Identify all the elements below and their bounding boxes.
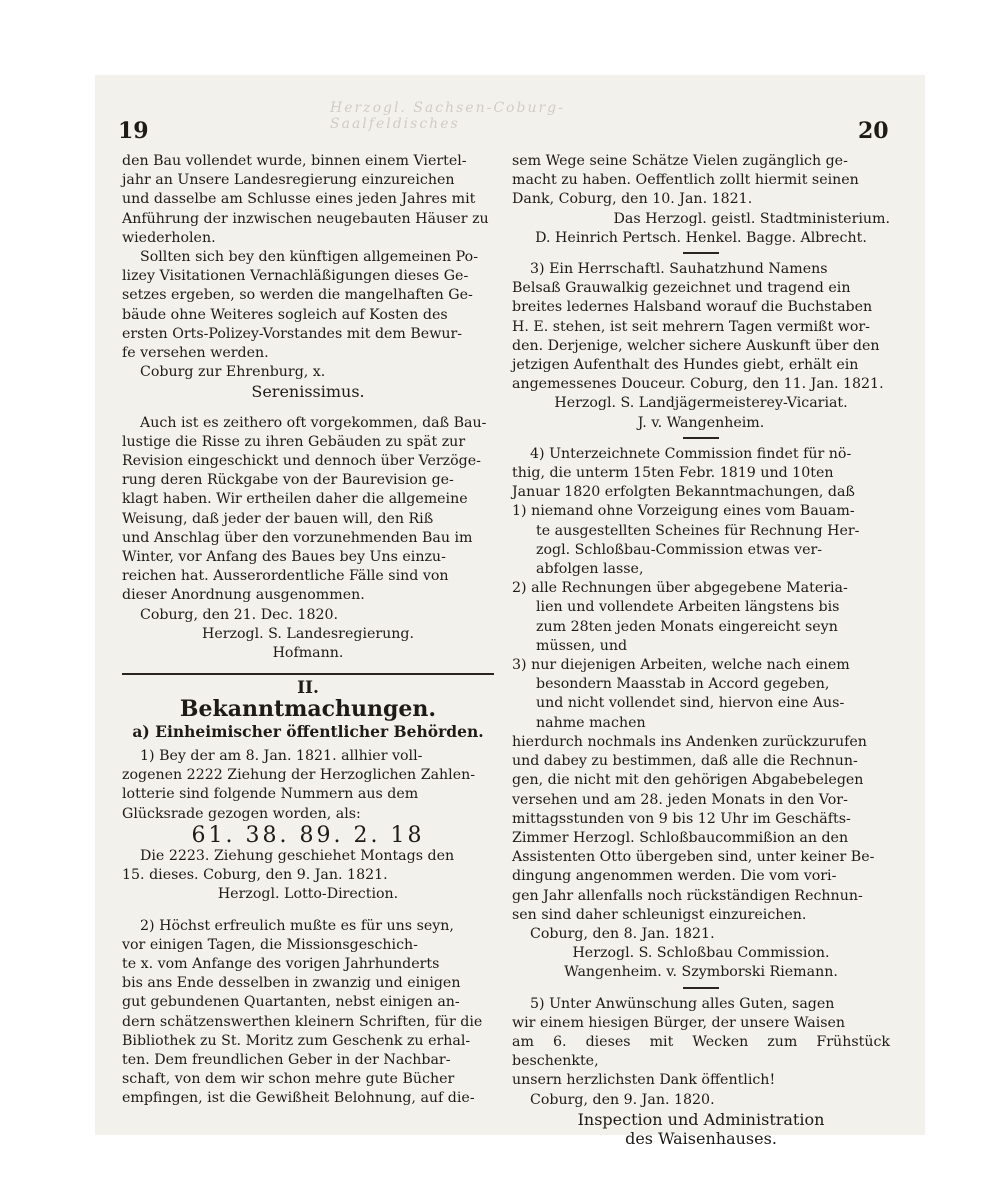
text-line: Januar 1820 erfolgten Bekanntmachungen, daß [512,484,855,501]
text-line: hierdurch nochmals ins Andenken zurückzurufen [512,733,867,750]
text-line: Assistenten Otto übergeben sind, unter keiner Be- [512,849,875,866]
page-number-right: 20 [858,118,889,144]
text-line: 3) nur diejenigen Arbeiten, welche nach einem [512,657,850,674]
text-line: und dabey zu bestimmen, daß alle die Rechnun- [512,753,858,770]
section-number: II. [297,678,319,699]
text-line: nahme machen [536,714,646,731]
list-item [512,579,890,656]
text-line: unsern herzlichsten Dank öffentlich! [512,1072,776,1089]
text-line: gen Jahr allenfalls noch rückständigen Rechnun- [512,887,863,904]
text-line: empfingen, ist die Gewißheit Belohnung, auf die- [122,1090,475,1107]
text-line: versehen und am 28. jeden Monats in den Vor- [512,791,848,808]
divider [683,437,719,439]
text-line: Glücksrade gezogen worden, als: [122,805,361,822]
text-line: 15. dieses. Coburg, den 9. Jan. 1821. [122,867,388,884]
paragraph [122,414,494,606]
signature: J. v. Wangenheim. [637,414,765,431]
text-line: te ausgestellten Scheines für Rechnung Her- [536,522,860,539]
text-line: dingung angenommen werden. Die vom vori- [512,868,837,885]
text-line: besondern Maasstab in Accord gegeben, [536,676,830,693]
paragraph [512,733,890,925]
text-line: und Anschlag über den vorzunehmenden Bau im [122,529,473,546]
section-subheading: a) Einheimischer öffentlicher Behörden. [132,721,484,741]
text-line: Anführung der inzwischen neugebauten Häuser zu [122,210,489,227]
text-line: müssen, und [536,637,628,654]
text-line: sem Wege seine Schätze Vielen zugänglich ge- [512,153,848,169]
list-item [512,502,890,579]
authority: Herzogl. S. Landjägermeisterey-Vicariat. [554,395,848,412]
text-line: bis ans Ende desselben in zwanzig und einigen [122,975,461,992]
show-through-text: Herzogl. Sachsen-Coburg-Saalfeldisches [330,100,565,132]
text-line: und dasselbe am Schlusse eines jeden Jahres mit [122,191,476,208]
text-line: zogenen 2222 Ziehung der Herzoglichen Zahlen- [122,767,476,784]
paragraph [512,445,890,503]
text-line: jetzigen Aufenthalt des Hundes giebt, erhält ein [512,357,859,374]
lottery-numbers: 61. 38. 89. 2. 18 [191,822,425,848]
text-line: wiederholen. [122,229,216,246]
place-date: Coburg, den 9. Jan. 1820. [530,1091,715,1108]
right-column [512,152,890,1148]
text-line: breites ledernes Halsband worauf die Buchstaben [512,299,873,316]
text-line: und nicht vollendet sind, hiervon eine Aus- [536,695,845,712]
text-line: dern schätzenswerthen kleinern Schriften, für die [122,1013,483,1030]
page-number-left: 19 [118,118,149,144]
text-line: fe versehen werden. [122,345,269,362]
authority: Herzogl. Lotto-Direction. [217,886,399,903]
paragraph [122,747,494,824]
text-line: te x. vom Anfange des vorigen Jahrhunderts [122,955,440,972]
place-date: Coburg, den 8. Jan. 1821. [530,925,715,942]
text-line: Winter, vor Anfang des Baues bey Uns einzu- [122,549,446,566]
text-line: gen, die nicht mit den gehörigen Abgabebelegen [512,772,864,789]
text-line: Dank, Coburg, den 10. Jan. 1821. [512,191,753,208]
paragraph [122,248,494,363]
text-line: sen sind daher schleunigst einzureichen. [512,906,807,923]
text-line: dieser Anordnung ausgenommen. [122,587,365,604]
text-line: 1) niemand ohne Vorzeigung eines vom Bauam- [512,503,855,520]
section-divider [122,673,494,675]
text-line: bäude ohne Weiteres sogleich auf Kosten des [122,306,448,323]
text-line: den Bau vollendet wurde, binnen einem Viertel- [122,153,467,169]
text-line: lotterie sind folgende Nummern aus dem [122,786,419,803]
divider [683,252,719,254]
authority: Herzogl. S. Landesregierung. [201,625,415,642]
text-line: 1) Bey der am 8. Jan. 1821. allhier voll- [140,747,423,764]
text-line: klagt haben. Wir ertheilen daher die allgemeine [122,491,468,508]
text-line: zum 28ten jeden Monats eingereicht seyn [536,618,838,635]
text-line: abfolgen lasse, [536,561,644,578]
text-line: reichen hat. Ausserordentliche Fälle sind von [122,568,449,585]
text-line: lizey Visitationen Vernachläßigungen dieses Ge- [122,268,469,285]
text-line: gut gebundenen Quartanten, nebst einigen an- [122,994,460,1011]
section-heading: Bekanntmachungen. [179,696,437,723]
text-line: ten. Dem freundlichen Geber in der Nachbar- [122,1051,451,1068]
signature: Hofmann. [272,645,344,662]
text-line: rung deren Rückgabe von der Baurevision ge- [122,472,454,489]
text-line: schaft, von dem wir schon mehre gute Bücher [122,1071,455,1088]
text-line: H. E. stehen, ist seit mehrern Tagen vermißt wor- [512,318,870,335]
signature: Serenissimus. [251,382,365,402]
text-line: Revision eingeschickt und dennoch über Verzöge- [122,453,481,470]
authority: Herzogl. S. Schloßbau Commission. [572,945,830,962]
signatures: Wangenheim. v. Szymborski Riemann. [564,964,838,981]
paragraph [512,260,890,394]
paragraph [122,847,494,885]
text-line: Zimmer Herzogl. Schloßbaucommißion an den [512,829,849,846]
paragraph [512,995,890,1091]
text-line: am 6. dieses mit Wecken zum Frühstück beschenkte, [512,1033,890,1070]
text-line: mittagsstunden von 9 bis 12 Uhr im Geschäfts- [512,810,851,827]
text-line: lustige die Risse zu ihren Gebäuden zu spät zur [122,433,466,450]
text-line: Sollten sich bey den künftigen allgemeinen Po- [140,249,478,266]
authority: des Waisenhauses. [625,1128,777,1148]
text-line: 2) Höchst erfreulich mußte es für uns seyn, [140,917,454,934]
paragraph [122,917,494,1109]
text-line: Weisung, daß jeder der bauen will, den Riß [122,510,434,527]
text-line: macht zu haben. Oeffentlich zollt hiermit seinen [512,172,859,189]
paragraph [512,152,890,210]
divider [683,987,719,989]
text-line: 5) Unter Anwünschung alles Guten, sagen [530,995,835,1012]
text-line: 3) Ein Herrschaftl. Sauhatzhund Namens [530,261,828,278]
text-line: wir einem hiesigen Bürger, der unsere Waisen [512,1014,846,1031]
text-line: vor einigen Tagen, die Missionsgeschich- [122,936,418,953]
text-line: angemessenes Douceur. Coburg, den 11. Jan. 1821. [512,376,884,393]
list-item [512,656,890,733]
paragraph [122,152,494,248]
text-line: zogl. Schloßbau-Commission etwas ver- [536,541,823,558]
text-line: den. Derjenige, welcher sichere Auskunft über den [512,337,880,354]
text-line: Bibliothek zu St. Moritz zum Geschenk zu erhal- [122,1032,471,1049]
text-line: ersten Orts-Polizey-Vorstandes mit dem Bewur- [122,325,463,342]
text-line: jahr an Unsere Landesregierung einzureichen [122,172,455,189]
text-line: Auch ist es zeithero oft vorgekommen, daß Bau- [140,414,487,431]
text-line: 2) alle Rechnungen über abgegebene Materia- [512,580,848,597]
place-date: Coburg zur Ehrenburg, x. [140,364,326,381]
text-line: setzes ergeben, so werden die mangelhaften Ge- [122,287,473,304]
authority: Das Herzogl. geistl. Stadtministerium. [613,210,890,227]
text-line: thig, die unterm 15ten Febr. 1819 und 10ten [512,465,834,482]
text-line: lien und vollendete Arbeiten längstens bis [536,599,840,616]
left-column [122,152,494,1109]
authority: Inspection und Administration [577,1109,825,1129]
text-line: Die 2223. Ziehung geschiehet Montags den [140,847,455,864]
text-line: 4) Unterzeichnete Commission findet für nö- [530,445,852,462]
signatures: D. Heinrich Pertsch. Henkel. Bagge. Albrecht. [535,229,867,246]
text-line: Belsaß Grauwalkig gezeichnet und tragend ein [512,280,851,297]
place-date: Coburg, den 21. Dec. 1820. [140,606,339,623]
